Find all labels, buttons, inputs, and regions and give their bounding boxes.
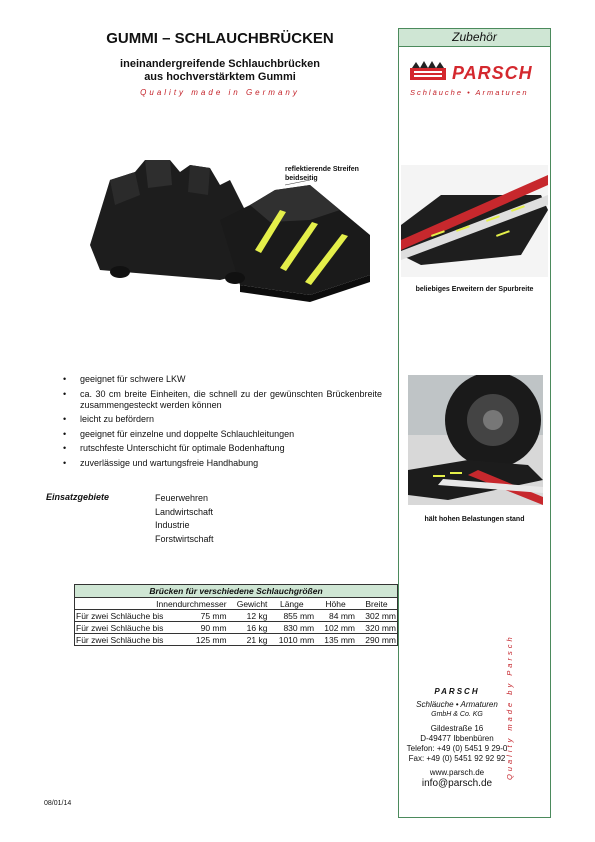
- address-fax: Fax: +49 (0) 5451 92 92 92: [408, 754, 506, 763]
- page-title: GUMMI – SCHLAUCHBRÜCKEN: [106, 30, 334, 47]
- table-cell: 125 mm: [187, 634, 228, 646]
- list-item: • zuverlässige und wartungsfreie Handhabung: [60, 458, 382, 469]
- list-item: • ca. 30 cm breite Einheiten, die schnell zu der gewünschten Brückenbreite zusammengesteckt werden können: [60, 389, 382, 411]
- table-cell: 290 mm: [356, 634, 398, 646]
- table-header: Breite: [365, 598, 388, 609]
- table-cell: 830 mm: [268, 622, 315, 634]
- subtitle-line-1: ineinandergreifende Schlauchbrücken: [120, 58, 320, 70]
- truck-load-photo: [408, 375, 543, 505]
- parsch-logo-icon: [408, 60, 448, 82]
- size-table: [74, 584, 398, 646]
- company-address: [398, 687, 516, 790]
- table-cell: 855 mm: [268, 610, 315, 622]
- website-link[interactable]: www.parsch.de: [429, 768, 485, 777]
- list-item: • rutschfeste Unterschicht für optimale Bodenhaftung: [60, 443, 382, 454]
- table-caption: Brücken für verschiedene Schlauchgrößen: [75, 585, 398, 598]
- photo1-caption: beliebiges Erweitern der Spurbreite: [415, 286, 534, 293]
- bridge-extension-photo: [401, 165, 548, 277]
- list-item: • leicht zu befördern: [60, 414, 382, 425]
- list-item: Industrie: [155, 520, 190, 530]
- usage-list: [155, 492, 214, 546]
- sidebar-heading: Zubehör: [399, 29, 550, 47]
- table-cell: Für zwei Schläuche bis: [75, 622, 187, 634]
- vertical-tagline: Quality made by Parsch: [505, 634, 514, 780]
- list-item: Landwirtschaft: [155, 506, 214, 517]
- table-header: Höhe: [325, 598, 346, 609]
- email-link[interactable]: info@parsch.de: [421, 778, 493, 789]
- subtitle-line-2: aus hochverstärktem Gummi: [144, 71, 296, 83]
- quality-tagline: Quality made in Germany: [140, 88, 300, 97]
- table-cell: 102 mm: [315, 622, 356, 634]
- table-cell: 12 kg: [228, 610, 269, 622]
- hose-bridge-photo: [80, 150, 390, 320]
- list-item: Forstwirtschaft: [155, 533, 214, 544]
- table-cell: 320 mm: [356, 622, 398, 634]
- company-line-1: Schläuche • Armaturen: [416, 700, 498, 709]
- table-header: Innendurchmesser: [156, 598, 227, 609]
- feature-list: [60, 374, 382, 472]
- logo-text: PARSCH: [452, 63, 533, 83]
- list-item: • geeignet für schwere LKW: [60, 374, 382, 385]
- company-brand: PARSCH: [434, 687, 480, 696]
- table-cell: 1010 mm: [268, 634, 315, 646]
- table-cell: 84 mm: [315, 610, 356, 622]
- document-date: 08/01/14: [44, 800, 72, 807]
- table-cell: 75 mm: [187, 610, 228, 622]
- address-street: Gildestraße 16: [430, 724, 484, 733]
- table-row: [75, 622, 398, 634]
- table-cell: Für zwei Schläuche bis: [75, 634, 187, 646]
- table-cell: 21 kg: [228, 634, 269, 646]
- table-cell: 16 kg: [228, 622, 269, 634]
- usage-label: Einsatzgebiete: [46, 492, 110, 502]
- company-line-2: GmbH & Co. KG: [431, 711, 483, 718]
- table-cell: 90 mm: [187, 622, 228, 634]
- table-header: Länge: [279, 598, 304, 609]
- address-phone: Telefon: +49 (0) 5451 9 29-0: [406, 744, 508, 753]
- table-cell: 302 mm: [356, 610, 398, 622]
- photo2-caption: hält hohen Belastungen stand: [424, 516, 525, 523]
- table-row: [75, 634, 398, 646]
- logo-subtitle: Schläuche • Armaturen: [410, 88, 529, 97]
- photo-label-line-2: beidseitig: [285, 175, 318, 182]
- list-item: • geeignet für einzelne und doppelte Schlauchleitungen: [60, 429, 382, 440]
- photo-label-line-1: reflektierende Streifen: [285, 166, 359, 173]
- address-city: D-49477 Ibbenbüren: [420, 734, 494, 743]
- table-cell: 135 mm: [315, 634, 356, 646]
- table-header: Gewicht: [236, 598, 268, 609]
- list-item: Feuerwehren: [155, 493, 209, 503]
- table-row: [75, 610, 398, 622]
- table-cell: Für zwei Schläuche bis: [75, 610, 187, 622]
